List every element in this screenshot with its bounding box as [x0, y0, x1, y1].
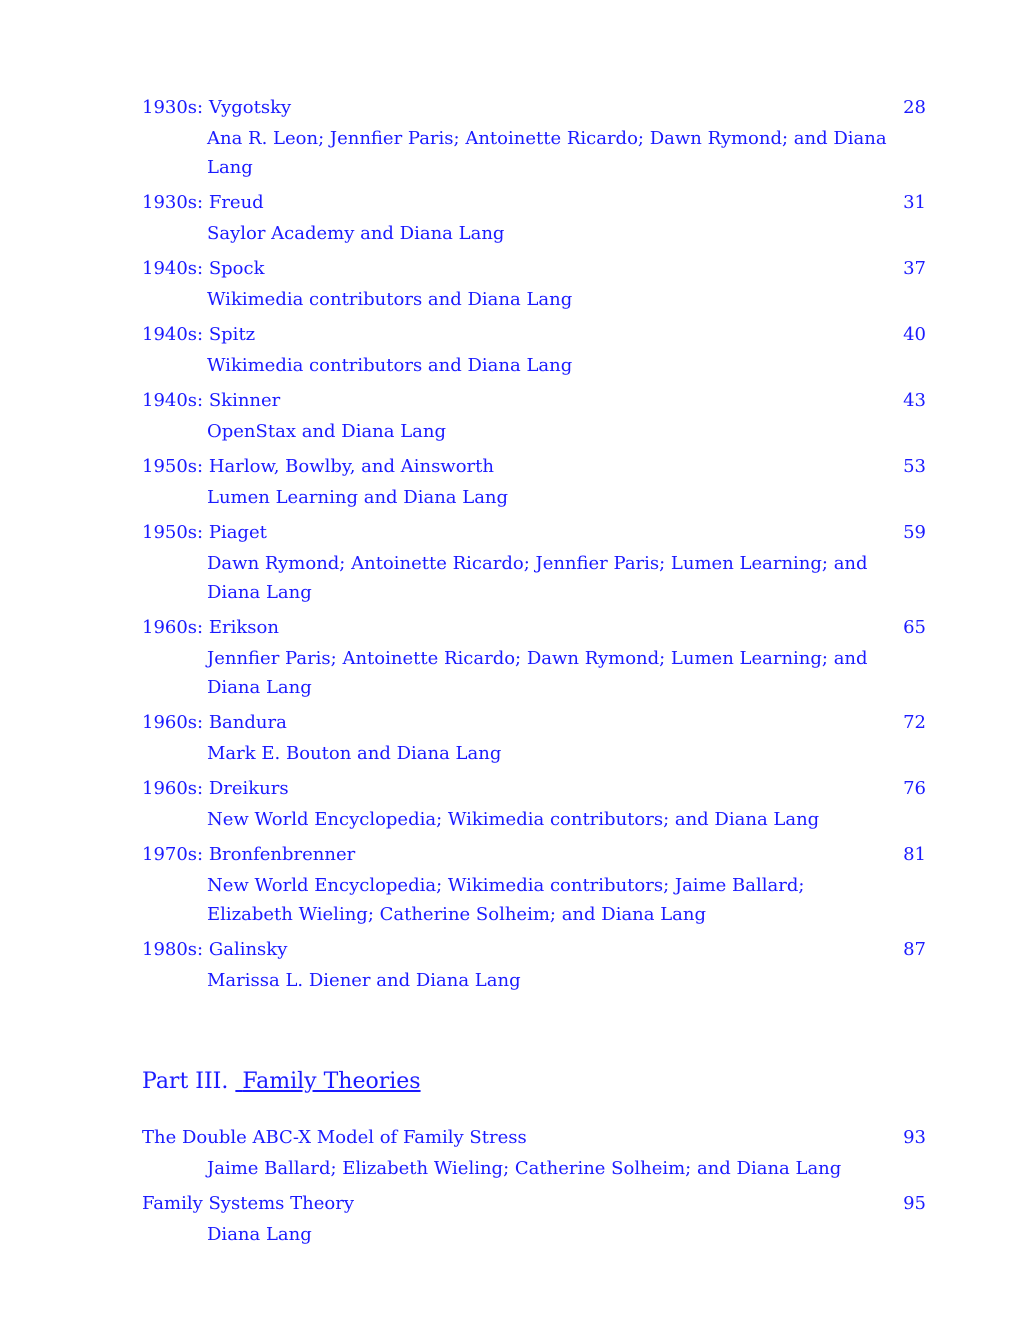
toc-entry-link[interactable] [142, 775, 926, 803]
toc-entry [142, 94, 926, 189]
toc-entry-link[interactable] [142, 189, 926, 217]
toc-entry-page-number: 28 [903, 97, 926, 118]
toc-section-part-3 [142, 1124, 926, 1256]
part-title-link[interactable]: Family Theories [242, 1069, 421, 1094]
toc-entry [142, 1124, 926, 1190]
toc-entry-page-number: 31 [903, 192, 926, 213]
toc-entry-link[interactable] [142, 1190, 926, 1218]
toc-entry-authors: Wikimedia contributors and Diana Lang [207, 289, 573, 310]
toc-entry [142, 321, 926, 387]
toc-entry-page-number: 95 [903, 1193, 926, 1214]
toc-entry-title: 1950s: Piaget [142, 522, 267, 543]
toc-entry [142, 936, 926, 1002]
toc-entry-authors: Dawn Rymond; Antoinette Ricardo; Jennfier Paris; Lumen Learning; and Diana Lang [207, 553, 868, 603]
toc-entry-link[interactable] [142, 936, 926, 964]
toc-entry-link[interactable] [142, 255, 926, 283]
toc-entry-title: 1960s: Bandura [142, 712, 287, 733]
part-heading [142, 1066, 926, 1098]
part-label: Part III. [142, 1069, 229, 1094]
toc-entry [142, 841, 926, 936]
toc-entry-link[interactable] [142, 387, 926, 415]
table-of-contents [142, 94, 926, 1256]
toc-entry-page-number: 76 [903, 778, 926, 799]
toc-entry-authors: Mark E. Bouton and Diana Lang [207, 743, 502, 764]
toc-entry-page-number: 81 [903, 844, 926, 865]
toc-entry [142, 1190, 926, 1256]
toc-entry-page-number: 93 [903, 1127, 926, 1148]
toc-entry-authors: Wikimedia contributors and Diana Lang [207, 355, 573, 376]
toc-entry-page-number: 72 [903, 712, 926, 733]
toc-entry-link[interactable] [142, 709, 926, 737]
toc-entry-page-number: 37 [903, 258, 926, 279]
toc-entry [142, 519, 926, 614]
toc-entry-authors: Diana Lang [207, 1224, 312, 1245]
toc-entry-authors: New World Encyclopedia; Wikimedia contributors; Jaime Ballard; Elizabeth Wieling; Catherine Solheim; and Diana Lang [207, 875, 805, 925]
toc-entry [142, 189, 926, 255]
toc-entry [142, 255, 926, 321]
toc-entry-page-number: 40 [903, 324, 926, 345]
toc-entry [142, 453, 926, 519]
toc-entry-authors: Lumen Learning and Diana Lang [207, 487, 509, 508]
toc-entry-link[interactable] [142, 321, 926, 349]
toc-entry-page-number: 53 [903, 456, 926, 477]
toc-entry-title: 1950s: Harlow, Bowlby, and Ainsworth [142, 456, 494, 477]
toc-entry-link[interactable] [142, 519, 926, 547]
toc-entry-title: Family Systems Theory [142, 1193, 354, 1214]
toc-section-part-2 [142, 94, 926, 1002]
toc-entry-title: 1930s: Freud [142, 192, 264, 213]
toc-entry-page-number: 43 [903, 390, 926, 411]
toc-entry-authors: OpenStax and Diana Lang [207, 421, 447, 442]
toc-entry-authors: Jaime Ballard; Elizabeth Wieling; Catherine Solheim; and Diana Lang [207, 1158, 842, 1179]
toc-entry [142, 775, 926, 841]
toc-entry-link[interactable] [142, 1124, 926, 1152]
toc-entry-title: 1930s: Vygotsky [142, 97, 292, 118]
toc-entry-authors: Marissa L. Diener and Diana Lang [207, 970, 521, 991]
toc-entry-title: 1970s: Bronfenbrenner [142, 844, 356, 865]
toc-entry-title: 1940s: Spitz [142, 324, 256, 345]
toc-entry-title: The Double ABC-X Model of Family Stress [142, 1127, 527, 1148]
toc-entry-title: 1960s: Dreikurs [142, 778, 289, 799]
toc-entry-link[interactable] [142, 841, 926, 869]
toc-entry-page-number: 87 [903, 939, 926, 960]
toc-entry-title: 1960s: Erikson [142, 617, 279, 638]
toc-entry [142, 614, 926, 709]
toc-entry-authors: New World Encyclopedia; Wikimedia contributors; and Diana Lang [207, 809, 820, 830]
toc-entry-page-number: 59 [903, 522, 926, 543]
toc-entry-link[interactable] [142, 614, 926, 642]
toc-entry-authors: Ana R. Leon; Jennfier Paris; Antoinette Ricardo; Dawn Rymond; and Diana Lang [207, 128, 887, 178]
toc-entry-link[interactable] [142, 453, 926, 481]
toc-entry [142, 387, 926, 453]
toc-entry-title: 1980s: Galinsky [142, 939, 288, 960]
toc-entry-title: 1940s: Spock [142, 258, 265, 279]
toc-entry-authors: Saylor Academy and Diana Lang [207, 223, 505, 244]
toc-entry [142, 709, 926, 775]
toc-entry-authors: Jennfier Paris; Antoinette Ricardo; Dawn Rymond; Lumen Learning; and Diana Lang [207, 648, 868, 698]
toc-entry-title: 1940s: Skinner [142, 390, 281, 411]
toc-entry-link[interactable] [142, 94, 926, 122]
toc-entry-page-number: 65 [903, 617, 926, 638]
